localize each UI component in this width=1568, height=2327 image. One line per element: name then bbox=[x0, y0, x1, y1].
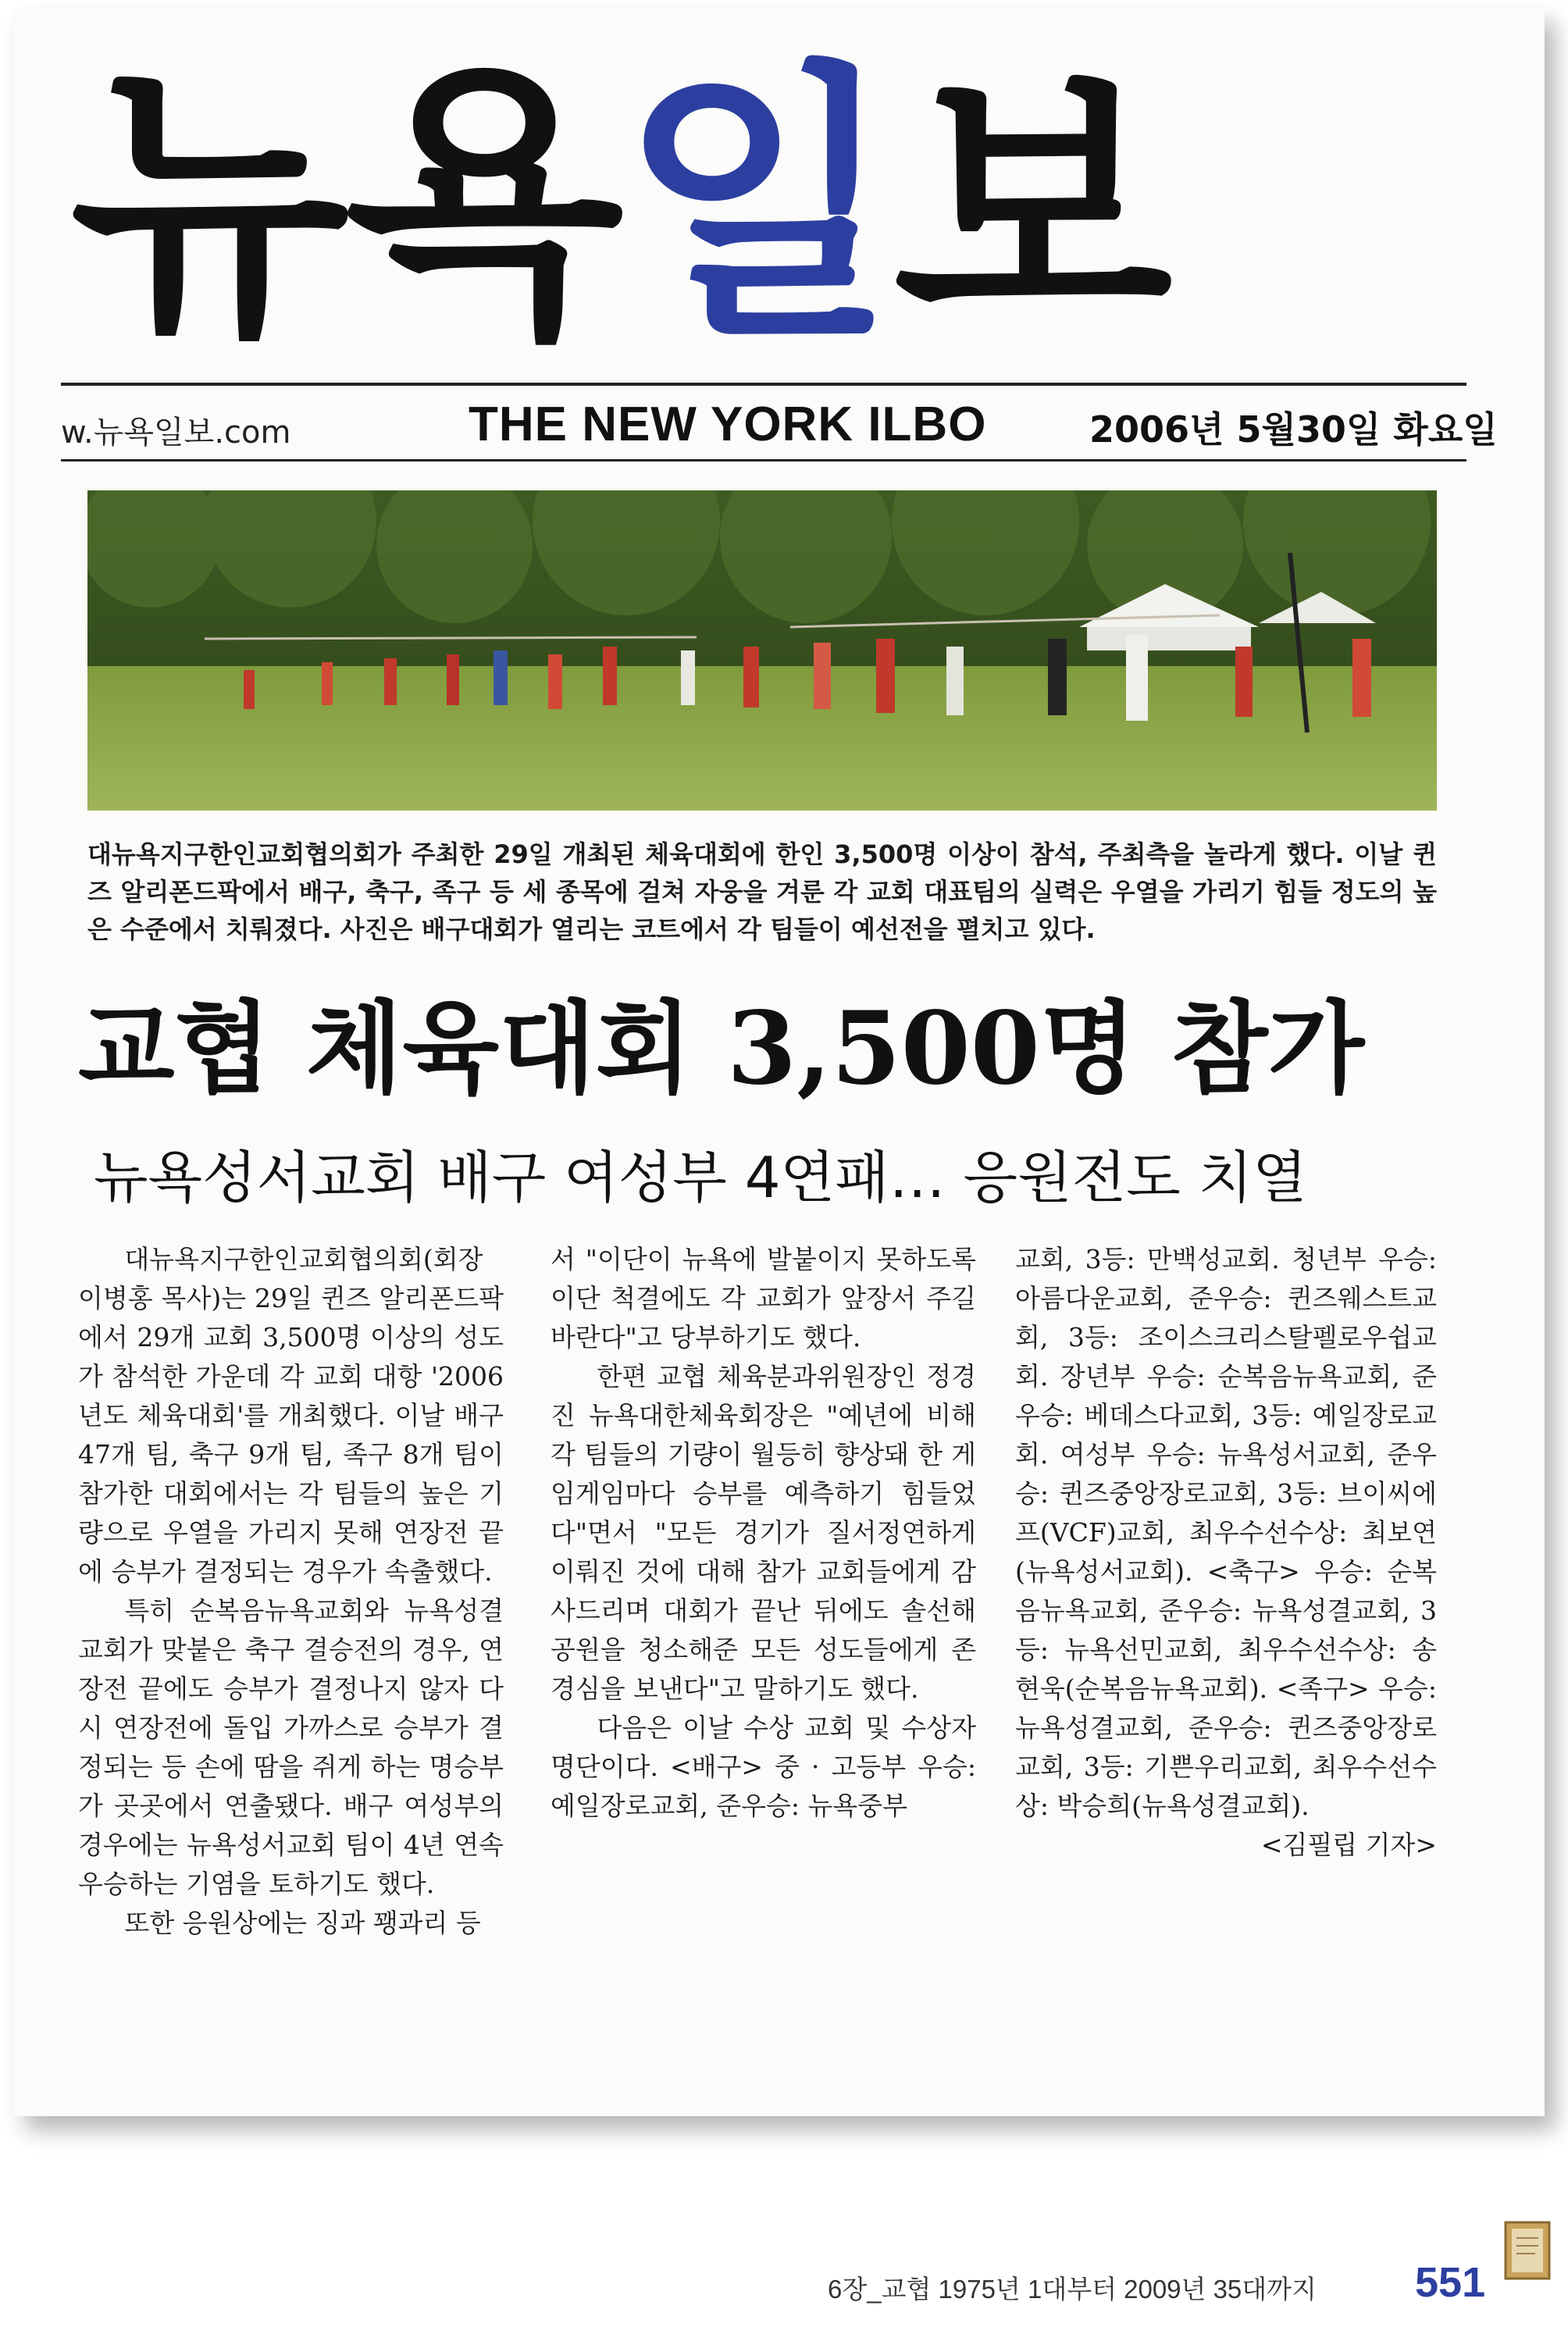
masthead-part1: 뉴욕 bbox=[70, 39, 619, 375]
masthead-english-name: THE NEW YORK ILBO bbox=[469, 397, 987, 451]
article-byline: <김필립 기자> bbox=[1260, 1830, 1437, 1860]
article-column-1 bbox=[78, 1240, 504, 1943]
page-number: 551 bbox=[1415, 2259, 1486, 2306]
event-photo bbox=[87, 490, 1437, 811]
chapter-footer: 6장_교협 1975년 1대부터 2009년 35대까지 bbox=[828, 2275, 1317, 2304]
article-paragraph: 교회, 3등: 만백성교회. 청년부 우승: 아름다운교회, 준우승: 퀸즈웨스트교회, 3등: 조이스크리스탈펠로우쉽교회. 장년부 우승: 순복음뉴욕교회, 준우승: 베데스다교회, 3등: 예일장로교회. 여성부 우승: 뉴욕성서교회, 준우승: 퀸즈중앙장로교회, 3등: 브이씨에프(VCF)교회, 최우수선수상: 최보연(뉴욕성서교회). <축구> 우승: 순복음뉴욕교회, 준우승: 뉴욕성결교회, 3등: 뉴욕선민교회, 최우수선수상: 송현욱(순복음뉴욕교회). <족구> 우승: 뉴욕성결교회, 준우승: 퀸즈중앙장로교회, 3등: 기쁜우리교회, 최우수선수상: 박승희(뉴욕성결교회). bbox=[1015, 1244, 1437, 1821]
masthead-logo bbox=[70, 39, 1476, 375]
article-paragraph: 대뉴욕지구한인교회협의회(회장 이병홍 목사)는 29일 퀸즈 알리폰드팍에서 29개 교회 3,500명 이상의 성도가 참석한 가운데 각 교회 대항 '2006년도 체육대회'를 개최했다. 이날 배구 47개 팀, 축구 9개 팀, 족구 8개 팀이 참가한 대회에서는 각 팀들의 높은 기량으로 우열을 가리지 못해 연장전 끝에 승부가 결정되는 경우가 속출했다. bbox=[78, 1244, 504, 1587]
subheadline: 뉴욕성서교회 배구 여성부 4연패… 응원전도 치열 bbox=[94, 1145, 1307, 1210]
event-photo-illustration bbox=[87, 490, 1437, 811]
photo-caption: 대뉴욕지구한인교회협의회가 주최한 29일 개최된 체육대회에 한인 3,500명 이상이 참석, 주최측을 놀라게 했다. 이날 퀸즈 알리폰드팍에서 배구, 축구, 족구 등 세 종목에 걸쳐 자웅을 겨룬 각 교회 대표팀의 실력은 우열을 가리기 힘들 정도의 높은 수준에서 치뤄졌다. 사진은 배구대회가 열리는 코트에서 각 팀들이 예선전을 펼치고 있다. bbox=[87, 839, 1437, 944]
article-column-2 bbox=[551, 1240, 976, 1826]
article-paragraph: 서 "이단이 뉴욕에 발붙이지 못하도록 이단 척결에도 각 교회가 앞장서 주길 바란다"고 당부하기도 했다. bbox=[551, 1244, 976, 1352]
headline: 교협 체육대회 3,500명 참가 bbox=[78, 990, 1365, 1107]
publication-date: 2006년 5월30일 화요일 bbox=[1089, 408, 1498, 451]
article-column-3 bbox=[1015, 1240, 1437, 1865]
masthead-rule-top bbox=[61, 383, 1466, 386]
book-icon bbox=[1498, 2218, 1560, 2283]
masthead-part3: 보 bbox=[893, 39, 1168, 375]
article-paragraph: 또한 응원상에는 징과 꽹과리 등 bbox=[124, 1908, 481, 1938]
masthead-part2: 일 bbox=[618, 39, 894, 375]
article-paragraph: 한편 교협 체육분과위원장인 정경진 뉴욕대한체육회장은 "예년에 비해 각 팀들의 기량이 월등히 향상돼 한 게임게임마다 승부를 예측하기 힘들었다"면서 "모든 경기가 질서정연하게 이뤄진 것에 대해 참가 교회들에게 감사드리며 대회가 끝난 뒤에도 솔선해 공원을 청소해준 모든 성도들에게 존경심을 보낸다"고 말하기도 했다. bbox=[551, 1361, 976, 1704]
masthead-url: w.뉴욕일보.com bbox=[61, 415, 291, 451]
article-paragraph: 특히 순복음뉴욕교회와 뉴욕성결교회가 맞붙은 축구 결승전의 경우, 연장전 끝에도 승부가 결정나지 않자 다시 연장전에 돌입 가까스로 승부가 결정되는 등 손에 땀을 쥐게 하는 명승부가 곳곳에서 연출됐다. 배구 여성부의 경우에는 뉴욕성서교회 팀이 4년 연속 우승하는 기염을 토하기도 했다. bbox=[78, 1595, 504, 1899]
masthead-rule-bottom bbox=[61, 459, 1466, 461]
article-paragraph: 다음은 이날 수상 교회 및 수상자 명단이다. <배구> 중 · 고등부 우승: 예일장로교회, 준우승: 뉴욕중부 bbox=[551, 1712, 976, 1821]
